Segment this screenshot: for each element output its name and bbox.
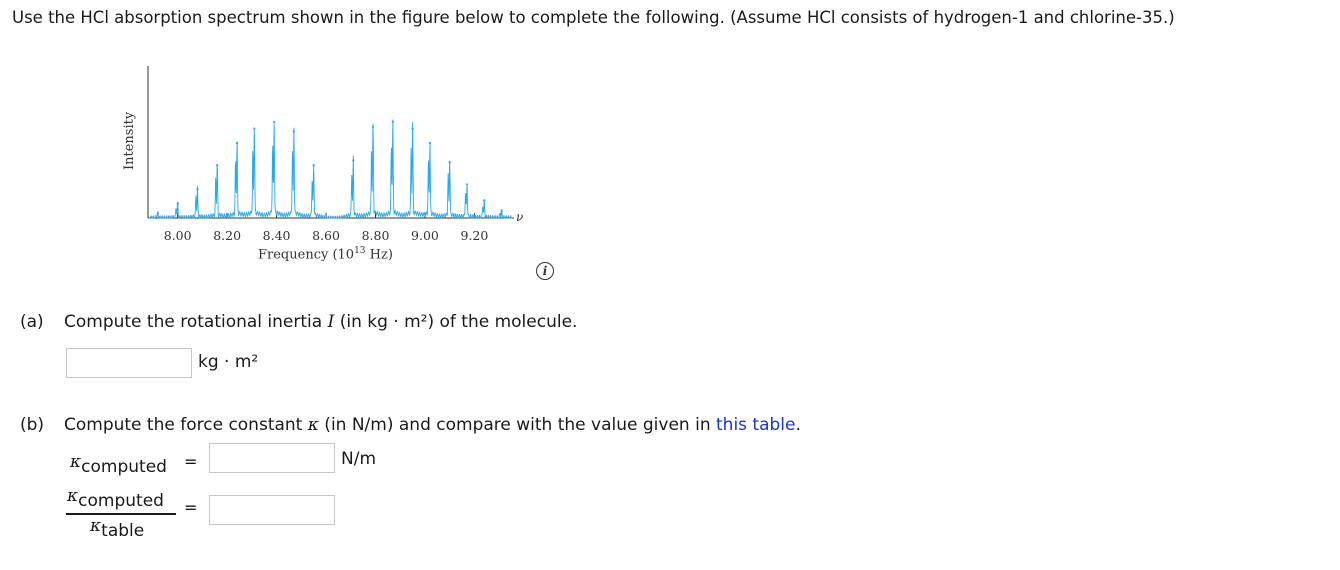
prompt-text: Use the HCl absorption spectrum shown in the figure below to complete the following. (Assume HCl consists of hydrogen-1 and chlorine-35.) — [12, 8, 1175, 27]
part-a-letter: (a) — [20, 312, 44, 332]
fraction-bar — [66, 513, 176, 515]
spectrum-peak — [429, 142, 431, 144]
spectrum-line — [149, 120, 512, 219]
spectrum-peak — [483, 200, 485, 202]
x-axis-symbol: ν — [516, 210, 524, 224]
y-axis-label: Intensity — [122, 111, 137, 170]
part-b-question: (b) Compute the force constant κ (in N/m) and compare with the value given in this table. — [20, 415, 801, 435]
spectrum-peak — [449, 161, 451, 163]
spectrum-peak — [372, 126, 374, 128]
ratio-denominator: κtable — [90, 516, 145, 541]
spectrum-peak — [236, 142, 238, 144]
x-tick-label: 8.00 — [163, 228, 192, 243]
spectrum-peak — [273, 121, 275, 123]
x-tick-label: 9.00 — [411, 228, 439, 243]
spectrum-peak — [293, 130, 295, 132]
this-table-link[interactable]: this table — [716, 415, 796, 435]
kappa-computed-label: κcomputed — [70, 452, 167, 477]
force-constant-unit: N/m — [341, 449, 377, 469]
x-tick-label: 8.40 — [262, 228, 291, 243]
equals-sign-1: = — [184, 452, 198, 471]
info-icon[interactable]: i — [536, 262, 554, 280]
spectrum-peak — [253, 128, 255, 130]
x-tick-label: 9.20 — [460, 228, 489, 243]
spectrum-peak — [313, 164, 315, 166]
spectrum-peak — [500, 210, 502, 212]
part-a-question: (a) Compute the rotational inertia I (in kg · m²) of the molecule. — [20, 312, 578, 332]
spectrum-peak — [466, 183, 468, 185]
spectrum-peak — [177, 202, 179, 204]
spectrum-peak — [157, 212, 159, 214]
equals-sign-2: = — [184, 498, 198, 517]
part-a-unit: kg · m² — [198, 352, 259, 372]
ratio-input[interactable] — [209, 495, 335, 525]
spectrum-peak — [196, 188, 198, 190]
x-tick-label: 8.80 — [361, 228, 390, 243]
x-axis-label: Frequency ($10^{13}$ Hz) — [258, 246, 393, 263]
spectrum-chart — [118, 60, 528, 275]
ratio-numerator: κcomputed — [67, 486, 164, 511]
rotational-inertia-input[interactable] — [66, 348, 192, 378]
spectrum-peak — [392, 121, 394, 123]
force-constant-input[interactable] — [209, 443, 335, 473]
x-tick-label: 8.20 — [213, 228, 242, 243]
hcl-spectrum-figure — [118, 60, 528, 275]
part-b-letter: (b) — [20, 415, 45, 435]
spectrum-peak — [411, 128, 413, 130]
x-tick-label: 8.60 — [312, 228, 340, 243]
spectrum-peak — [352, 159, 354, 161]
spectrum-peak — [216, 164, 218, 166]
